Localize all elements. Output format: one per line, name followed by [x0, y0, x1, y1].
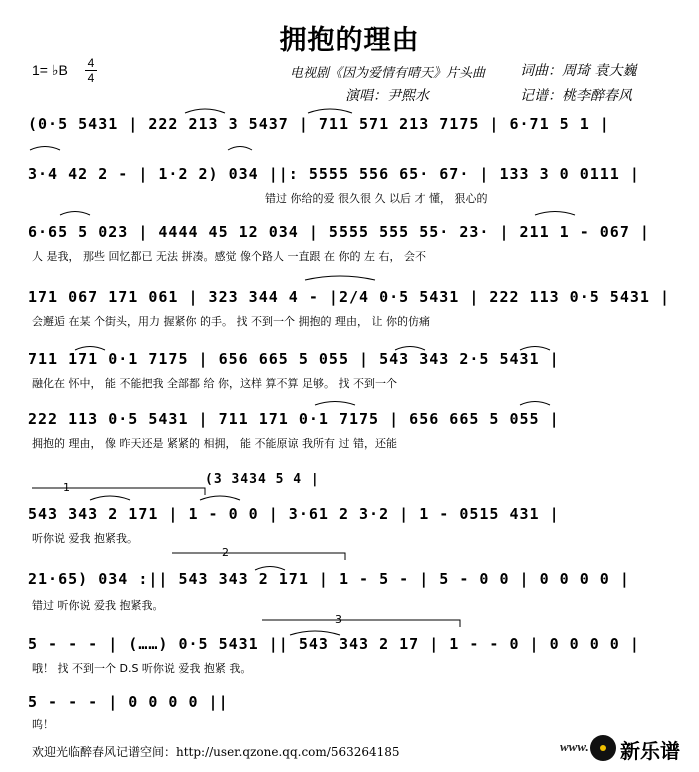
- score-line-7-upper: (3 3434 5 4 |: [205, 472, 320, 487]
- volta-bracket-2: [172, 553, 345, 560]
- volta-number-2: 2: [222, 546, 229, 559]
- key-signature: 1= ♭B: [32, 62, 68, 78]
- score-line-9: 5 - - - | (……) 0·5 5431 || 543 343 2 17 | 1 - - 0 | 0 0 0 0 |: [28, 635, 640, 653]
- volta-number-3: 3: [335, 613, 342, 626]
- volta-bracket-3: [262, 620, 460, 627]
- singer: 演唱：尹熙水: [345, 88, 429, 104]
- lyrics-line-5: 融化在 怀中， 能 不能把我 全部都 给 你，这样 算不算 足够。 找 不到一个: [32, 377, 397, 390]
- lyrics-line-7: 听你说 爱我 抱紧我。: [32, 532, 138, 545]
- score-line-2: 3·4 42 2 - | 1·2 2) 034 ||: 5555 556 65· 67· | 133 3 0 0111 |: [28, 165, 640, 183]
- volta-bracket-1: [32, 488, 205, 495]
- lyrics-line-8: 错过 听你说 爱我 抱紧我。: [32, 599, 164, 612]
- score-line-7: 543 343 2 171 | 1 - 0 0 | 3·61 2 3·2 | 1 - 0515 431 |: [28, 505, 560, 523]
- footer-text: 欢迎光临醉春风记谱空间：http://user.qzone.qq.com/563264185: [32, 745, 400, 759]
- time-signature: [85, 57, 97, 84]
- song-title: 拥抱的理由: [279, 25, 420, 56]
- lyrics-line-2: 错过 你给的爱 很久很 久 以后 才 懂， 狠心的: [265, 192, 488, 205]
- score-line-3: 6·65 5 023 | 4444 45 12 034 | 5555 555 55· 23· | 211 1 - 067 |: [28, 223, 650, 241]
- score-line-10: 5 - - - | 0 0 0 0 ||: [28, 693, 229, 711]
- score-line-8: 21·65) 034 :|| 543 343 2 171 | 1 - 5 - | 5 - 0 0 | 0 0 0 0 |: [28, 570, 630, 588]
- meter-top: 4: [87, 56, 95, 70]
- transcriber: 记谱：桃李醉春风: [520, 88, 632, 104]
- lyrics-line-6: 拥抱的 理由， 像 昨天还是 紧紧的 相拥， 能 不能原谅 我所有 过 错，还能: [32, 437, 397, 450]
- volta-number-1: 1: [63, 481, 70, 494]
- lyrics-line-10: 呜！: [32, 718, 54, 731]
- lyrics-line-9: 哦！ 找 不到一个 D.S 听你说 爱我 抱紧 我。: [32, 662, 252, 675]
- logo-prefix: www.: [560, 739, 589, 754]
- score-line-4: 171 067 171 061 | 323 344 4 - |2/4 0·5 5431 | 222 113 0·5 5431 |: [28, 288, 670, 306]
- lyrics-line-3: 人 是我， 那些 回忆都已 无法 拼凑。感觉 像个路人 一直跟 在 你的 左 右， 会不: [32, 250, 426, 263]
- lyrics-line-4: 会邂逅 在某 个街头，用力 握紧你 的手。 找 不到一个 拥抱的 理由， 让 你的仿痛: [32, 315, 430, 328]
- meter-bottom: 4: [87, 71, 95, 85]
- score-line-1: (0·5 5431 | 222 213 3 5437 | 711 571 213 7175 | 6·71 5 1 |: [28, 115, 610, 133]
- score-line-6: 222 113 0·5 5431 | 711 171 0·1 7175 | 656 665 5 055 |: [28, 410, 560, 428]
- score-line-5: 711 171 0·1 7175 | 656 665 5 055 | 543 343 2·5 5431 |: [28, 350, 560, 368]
- record-disc-icon: [590, 735, 616, 761]
- lyricist: 词曲：周琦 袁大巍: [520, 63, 637, 79]
- subtitle: 电视剧《因为爱情有晴天》片头曲: [290, 66, 486, 81]
- logo-name: 新乐谱: [620, 739, 680, 763]
